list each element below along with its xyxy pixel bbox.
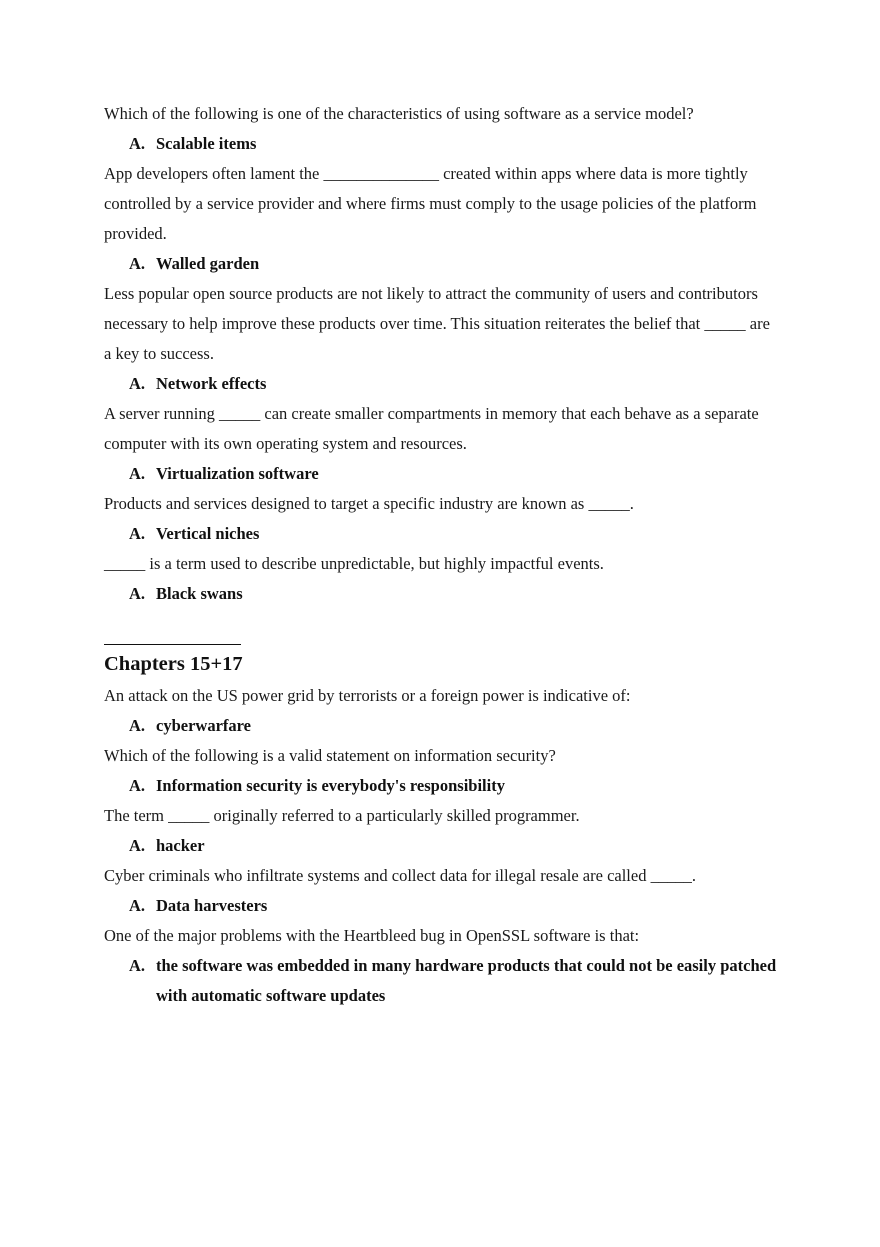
question-text: Less popular open source products are not likely to attract the community of users and contributors necessary to help improve these products over time. This situation reiterates the belief that _____ are a key to success. bbox=[104, 284, 770, 363]
answer-text: Black swans bbox=[156, 584, 243, 603]
answer-text: Walled garden bbox=[156, 254, 260, 273]
answer-item bbox=[104, 459, 780, 489]
answer-item bbox=[104, 579, 780, 609]
question-text: _____ is a term used to describe unpredictable, but highly impactful events. bbox=[104, 554, 604, 573]
answer-text: Data harvesters bbox=[156, 896, 268, 915]
answer-text: Network effects bbox=[156, 374, 267, 393]
section-chapter-previous bbox=[104, 99, 780, 609]
answer-letter: A. bbox=[129, 896, 146, 915]
answer-item bbox=[104, 891, 780, 921]
document-content bbox=[104, 99, 780, 1011]
answer-letter: A. bbox=[129, 374, 146, 393]
question-text: App developers often lament the ______________ created within apps where data is more tightly controlled by a service provider and where firms must comply to the usage policies of the platform provided. bbox=[104, 164, 757, 243]
answer-item bbox=[104, 249, 780, 279]
answer-item bbox=[104, 129, 780, 159]
answer-text: the software was embedded in many hardware products that could not be easily patched with automatic software updates bbox=[156, 956, 777, 1005]
answer-letter: A. bbox=[129, 254, 146, 273]
answer-letter: A. bbox=[129, 776, 146, 795]
section-divider bbox=[104, 644, 241, 645]
question-text: The term _____ originally referred to a particularly skilled programmer. bbox=[104, 806, 580, 825]
answer-text: Virtualization software bbox=[156, 464, 319, 483]
answer-text: hacker bbox=[156, 836, 205, 855]
question-text: Cyber criminals who infiltrate systems and collect data for illegal resale are called _____. bbox=[104, 866, 696, 885]
answer-text: Vertical niches bbox=[156, 524, 260, 543]
question-text: A server running _____ can create smaller compartments in memory that each behave as a separate computer with its own operating system and resources. bbox=[104, 404, 759, 453]
section-chapters-15-17 bbox=[104, 649, 780, 1011]
question-text: An attack on the US power grid by terrorists or a foreign power is indicative of: bbox=[104, 686, 631, 705]
answer-text: cyberwarfare bbox=[156, 716, 251, 735]
answer-item bbox=[104, 951, 780, 1011]
answer-item bbox=[104, 831, 780, 861]
answer-item bbox=[104, 711, 780, 741]
answer-letter: A. bbox=[129, 956, 146, 975]
question-text: One of the major problems with the Heartbleed bug in OpenSSL software is that: bbox=[104, 926, 640, 945]
section-heading: Chapters 15+17 bbox=[104, 653, 243, 675]
answer-letter: A. bbox=[129, 584, 146, 603]
answer-letter: A. bbox=[129, 524, 146, 543]
answer-letter: A. bbox=[129, 464, 146, 483]
answer-item bbox=[104, 369, 780, 399]
answer-item bbox=[104, 771, 780, 801]
answer-letter: A. bbox=[129, 134, 146, 153]
question-text: Products and services designed to target a specific industry are known as _____. bbox=[104, 494, 634, 513]
question-text: Which of the following is one of the characteristics of using software as a service model? bbox=[104, 104, 694, 123]
answer-letter: A. bbox=[129, 836, 146, 855]
answer-text: Information security is everybody's responsibility bbox=[156, 776, 505, 795]
answer-text: Scalable items bbox=[156, 134, 257, 153]
answer-item bbox=[104, 519, 780, 549]
answer-letter: A. bbox=[129, 716, 146, 735]
question-text: Which of the following is a valid statement on information security? bbox=[104, 746, 556, 765]
